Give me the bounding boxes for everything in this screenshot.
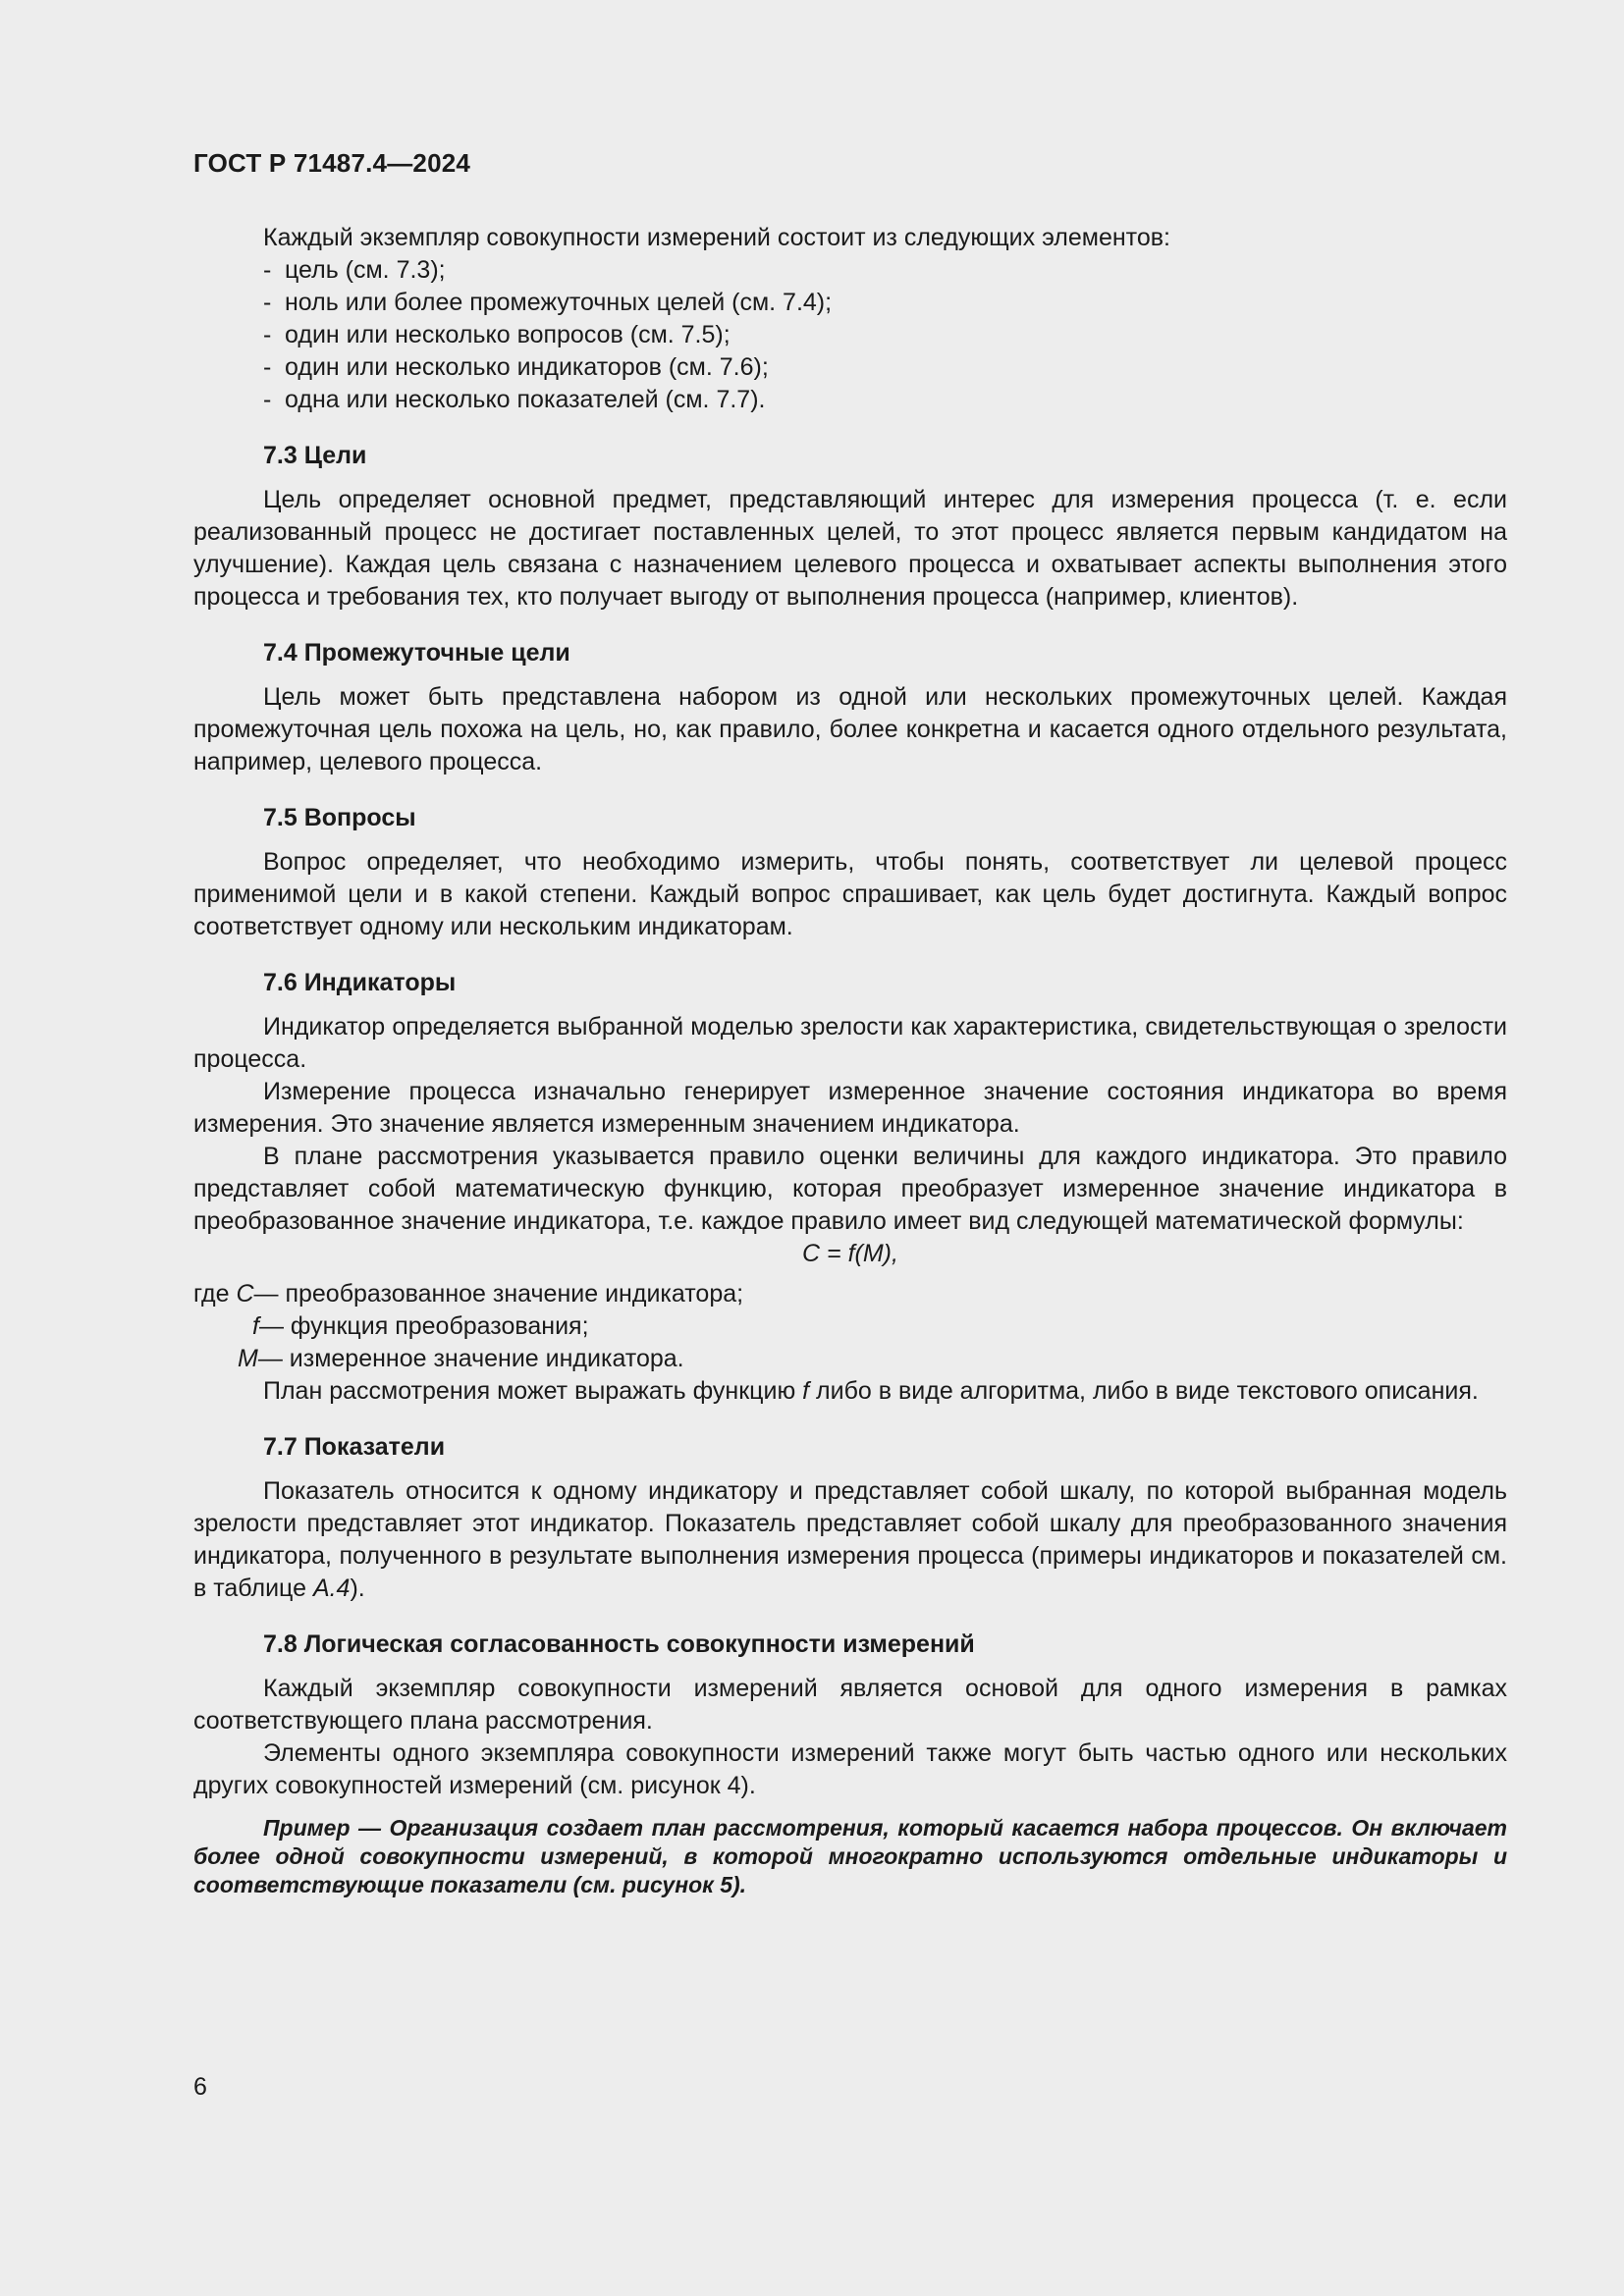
paragraph: Измерение процесса изначально генерирует измеренное значение состояния индикатора во время измерения. Это значение является измеренным значением индикатора. <box>193 1078 1507 1138</box>
paragraph-part: либо в виде алгоритма, либо в виде текстового описания. <box>809 1377 1479 1405</box>
list-item-text: одна или несколько показателей (см. 7.7). <box>285 386 766 413</box>
section-heading-7-8: 7.8 Логическая согласованность совокупности измерений <box>263 1630 975 1658</box>
page-number: 6 <box>193 2073 207 2101</box>
paragraph: Элементы одного экземпляра совокупности измерений также могут быть частью одного или нескольких других совокупностей измерений (см. рисунок 4). <box>193 1739 1507 1799</box>
paragraph-part: Показатель относится к одному индикатору и представляет собой шкалу, по которой выбранная модель зрелости представляет этот индикатор. Показатель представляет собой шкалу для преобразованного значения индикатора, полученного в результате выполнения измерения процесса (примеры индикаторов и показателей см. в таблице <box>193 1477 1507 1602</box>
paragraph: Вопрос определяет, что необходимо измерить, чтобы понять, соответствует ли целевой процесс применимой цели и в какой степени. Каждый вопрос спрашивает, как цель будет достигнута. Каждый вопрос соответствует одному или нескольким индикаторам. <box>193 848 1507 940</box>
formula: C = f(M), <box>802 1240 898 1267</box>
legend-symbol-f: f <box>252 1312 259 1340</box>
document-code-header: ГОСТ Р 71487.4—2024 <box>193 148 471 178</box>
section-heading-7-4: 7.4 Промежуточные цели <box>263 639 570 667</box>
legend-symbol-m: M <box>238 1345 258 1372</box>
paragraph-part: ). <box>350 1575 365 1602</box>
paragraph: Каждый экземпляр совокупности измерений является основой для одного измерения в рамках соответствующего плана рассмотрения. <box>193 1675 1507 1735</box>
legend-prefix: где <box>193 1280 230 1308</box>
legend-row-m <box>193 1343 1507 1375</box>
section-heading-7-6: 7.6 Индикаторы <box>263 969 457 996</box>
legend-text-m: — измеренное значение индикатора. <box>257 1345 684 1372</box>
legend-row-f <box>193 1310 1507 1343</box>
paragraph: В плане рассмотрения указывается правило оценки величины для каждого индикатора. Это правило представляет собой математическую функцию, которая преобразует измеренное значение индикатора в преобразованное значение индикатора, т.е. каждое правило имеет вид следующей математической формулы: <box>193 1143 1507 1235</box>
dash-marker: - <box>263 386 272 413</box>
list-item <box>263 384 1507 416</box>
document-page <box>193 147 1507 1899</box>
section-heading-7-3: 7.3 Цели <box>263 442 367 469</box>
legend-text-f: — функция преобразования; <box>258 1312 589 1340</box>
section-heading-7-7: 7.7 Показатели <box>263 1433 446 1461</box>
paragraph: Индикатор определяется выбранной моделью зрелости как характеристика, свидетельствующая о зрелости процесса. <box>193 1013 1507 1073</box>
paragraph <box>193 1475 1507 1605</box>
list-item-text: цель (см. 7.3); <box>285 256 446 284</box>
list-item <box>263 254 1507 287</box>
dash-marker: - <box>263 256 272 284</box>
list-item <box>263 287 1507 319</box>
list-item-text: ноль или более промежуточных целей (см. 7.4); <box>285 289 833 316</box>
paragraph-part: План рассмотрения может выражать функцию <box>263 1377 803 1405</box>
list-item-text: один или несколько вопросов (см. 7.5); <box>285 321 731 348</box>
list-item <box>263 319 1507 351</box>
paragraph: Цель определяет основной предмет, представляющий интерес для измерения процесса (т. е. если реализованный процесс не достигает поставленных целей, то этот процесс является первым кандидатом на улучшение). Каждая цель связана с назначением целевого процесса и охватывает аспекты выполнения этого процесса и требования тех, кто получает выгоду от выполнения процесса (например, клиентов). <box>193 486 1507 611</box>
legend-symbol-c: C <box>236 1280 254 1308</box>
dash-marker: - <box>263 353 272 381</box>
dash-marker: - <box>263 321 272 348</box>
intro-paragraph: Каждый экземпляр совокупности измерений состоит из следующих элементов: <box>263 224 1170 251</box>
formula-legend <box>193 1278 1507 1375</box>
legend-text-c: — преобразованное значение индикатора; <box>253 1280 744 1308</box>
paragraph: Цель может быть представлена набором из одной или нескольких промежуточных целей. Каждая промежуточная цель похожа на цель, но, как правило, более конкретна и касается одного отдельного результата, например, целевого процесса. <box>193 683 1507 775</box>
example-note: Пример — Организация создает план рассмотрения, который касается набора процессов. Он включает более одной совокупности измерений, в которой многократно используются отдельные индикаторы и соответствующие показатели (см. рисунок 5). <box>193 1815 1507 1897</box>
section-heading-7-5: 7.5 Вопросы <box>263 804 416 831</box>
paragraph <box>193 1375 1507 1408</box>
variable-f: f <box>802 1377 810 1405</box>
dash-marker: - <box>263 289 272 316</box>
legend-row-c <box>193 1278 1507 1310</box>
list-item-text: один или несколько индикаторов (см. 7.6); <box>285 353 769 381</box>
table-reference: А.4 <box>312 1575 351 1602</box>
list-item <box>263 351 1507 384</box>
element-list <box>193 254 1507 416</box>
